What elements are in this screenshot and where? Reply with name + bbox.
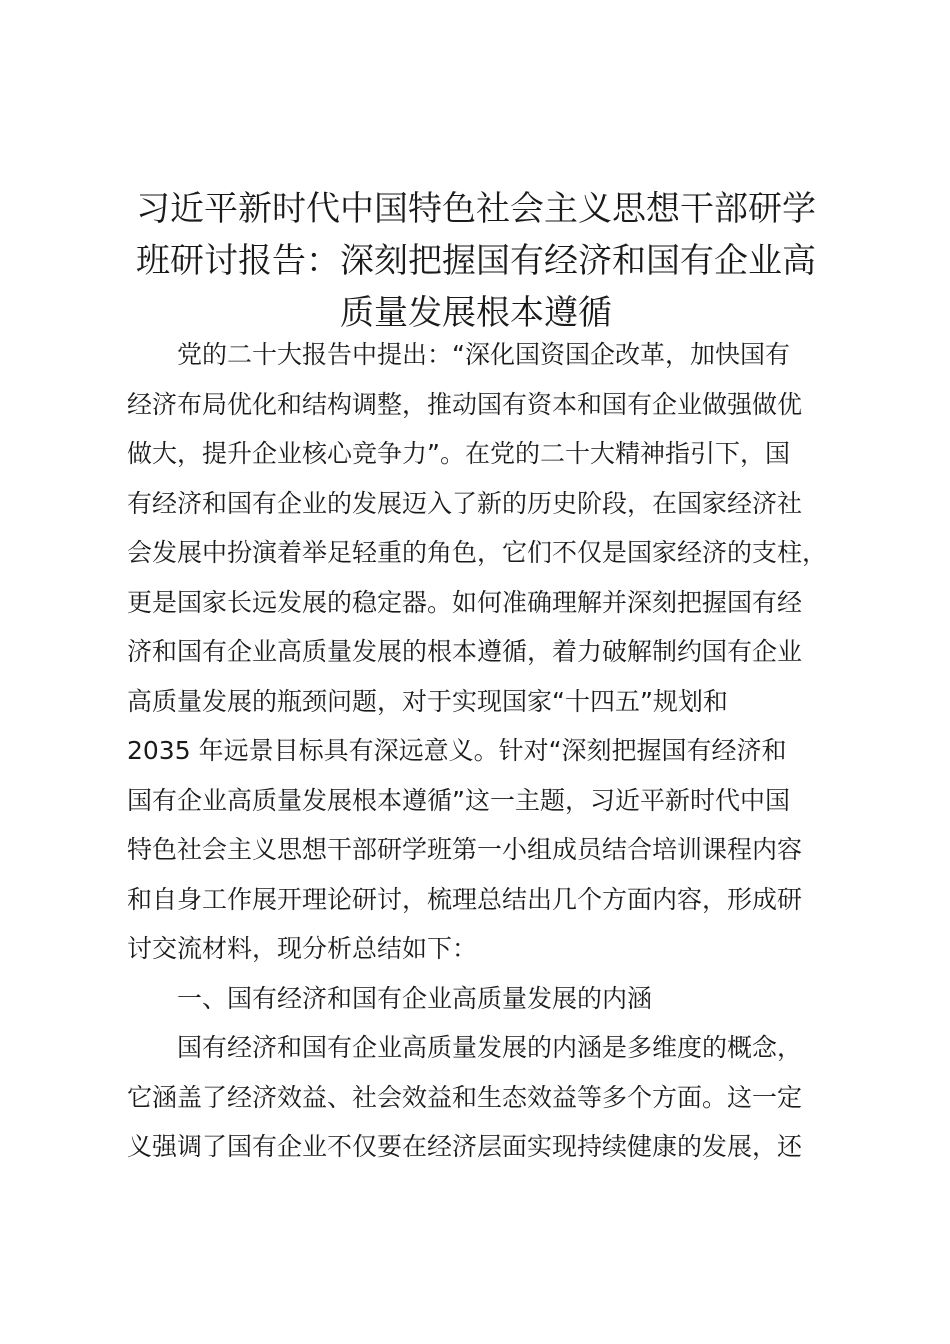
paragraph-1-line-10: 国有企业高质量发展根本遵循”这一主题，习近平新时代中国 <box>127 785 790 815</box>
paragraph-2-line-1: 国有经济和国有企业高质量发展的内涵是多维度的概念， <box>177 1033 803 1062</box>
paragraph-1-line-11: 特色社会主义思想干部研学班第一小组成员结合培训课程内容 <box>127 835 803 864</box>
paragraph-2-line-2: 它涵盖了经济效益、社会效益和生态效益等多个方面。这一定 <box>127 1082 803 1112</box>
document-title: 习近平新时代中国特色社会主义思想干部研学班研讨报告：深刻把握国有经济和国有企业高质量发展根本遵循 <box>136 189 816 333</box>
paragraph-1-line-9: 2035 年远景目标具有深远意义。针对“深刻把握国有经济和 <box>127 736 787 765</box>
document-body <box>127 330 847 1172</box>
paragraph-1-line-5: 会发展中扮演着举足轻重的角色，它们不仅是国家经济的支柱， <box>127 538 828 567</box>
paragraph-1-line-6: 更是国家长远发展的稳定器。如何准确理解并深刻把握国有经 <box>127 587 803 617</box>
paragraph-1-line-1: 党的二十大报告中提出：“深化国资国企改革，加快国有 <box>177 340 790 369</box>
paragraph-1-line-13: 讨交流材料，现分析总结如下： <box>127 934 478 963</box>
paragraph-2-line-3: 义强调了国有企业不仅要在经济层面实现持续健康的发展，还 <box>127 1132 803 1161</box>
paragraph-1-line-8: 高质量发展的瓶颈问题，对于实现国家“十四五”规划和 <box>127 686 728 716</box>
paragraph-1-line-2: 经济布局优化和结构调整，推动国有资本和国有企业做强做优 <box>127 389 803 419</box>
paragraph-1-line-7: 济和国有企业高质量发展的根本遵循，着力破解制约国有企业 <box>127 637 803 666</box>
section-heading-1: 一、国有经济和国有企业高质量发展的内涵 <box>177 983 653 1013</box>
paragraph-1-line-4: 有经济和国有企业的发展迈入了新的历史阶段，在国家经济社 <box>127 488 803 518</box>
paragraph-1-line-12: 和自身工作展开理论研讨，梳理总结出几个方面内容，形成研 <box>127 884 803 914</box>
paragraph-1-line-3: 做大，提升企业核心竞争力”。在党的二十大精神指引下，国 <box>127 439 790 468</box>
